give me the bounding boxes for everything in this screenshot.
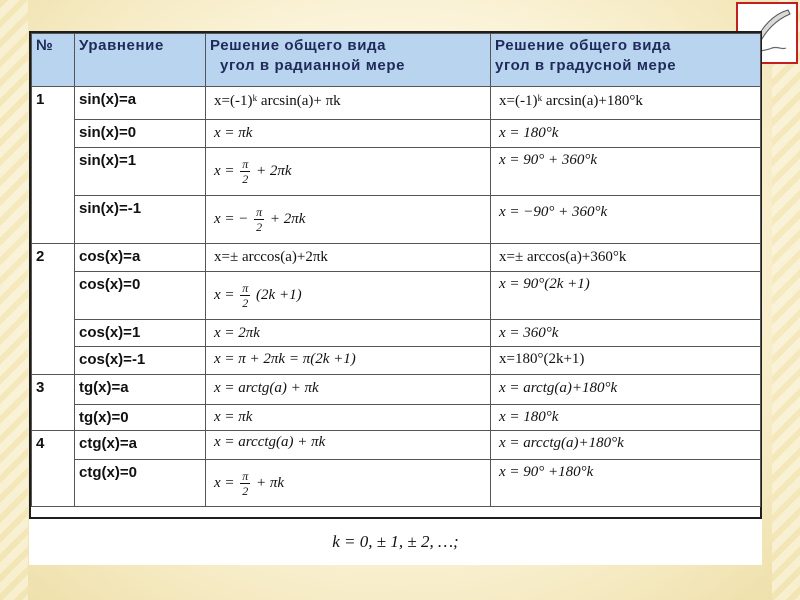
group-number: 4 [32,431,75,507]
radian-solution [206,460,491,507]
table-row [32,148,761,196]
equation-cell: sin(x)=0 [75,120,206,148]
header-degree-line2: угол в градусной мере [495,57,677,74]
table-row [32,87,761,120]
degree-solution: x = 180°k [491,120,761,148]
equation-cell: cos(x)=a [75,244,206,272]
decorative-stripes-right [772,0,800,600]
footer-note-box [29,519,762,565]
radian-prefix: x = − [214,210,249,227]
radian-solution: x = π + 2πk = π(2k +1) [206,347,491,375]
radian-suffix: + πk [256,474,285,491]
equation-cell: ctg(x)=a [75,431,206,460]
fraction-numerator: π [242,281,249,295]
table-row [32,431,761,460]
fraction [240,469,250,498]
fraction-denominator: 2 [242,483,249,498]
equation-cell: cos(x)=1 [75,320,206,347]
radian-solution [206,148,491,196]
table-row [32,244,761,272]
fraction-numerator: π [256,205,263,219]
table-row [32,405,761,431]
radian-suffix: + 2πk [269,210,306,227]
equation-cell: ctg(x)=0 [75,460,206,507]
fraction [240,157,250,186]
radian-solution: x = arctg(a) + πk [206,375,491,405]
table-row [32,347,761,375]
table-row [32,375,761,405]
header-radian-line1: Решение общего вида [210,37,387,54]
radian-prefix: x = [214,162,235,179]
header-radian-solution [206,34,491,87]
radian-solution: x=± arccos(a)+2πk [206,244,491,272]
fraction-denominator: 2 [242,296,249,310]
radian-solution: x = arcctg(a) + πk [206,431,491,460]
degree-solution: x=(-1)ᵏ arcsin(a)+180°k [491,87,761,120]
equation-cell: tg(x)=a [75,375,206,405]
formula-table-container [29,31,762,519]
fraction [240,281,250,310]
radian-suffix: + 2πk [256,162,292,179]
table-row [32,320,761,347]
degree-solution: x = 360°k [491,320,761,347]
equation-cell: sin(x)=1 [75,148,206,196]
group-number: 3 [32,375,75,431]
radian-solution [206,196,491,244]
degree-solution: x = 90°(2k +1) [491,272,761,320]
radian-solution: x=(-1)ᵏ arcsin(a)+ πk [206,87,491,120]
header-number: № [32,34,75,87]
radian-prefix: x = [214,474,235,491]
decorative-stripes-left [0,0,28,600]
radian-solution: x = 2πk [206,320,491,347]
fraction-numerator: π [242,157,249,171]
table-row [32,272,761,320]
radian-solution: x = πk [206,120,491,148]
degree-solution: x = arctg(a)+180°k [491,375,761,405]
degree-solution: x=180°(2k+1) [491,347,761,375]
fraction-denominator: 2 [242,172,249,186]
table-row [32,460,761,507]
degree-solution: x=± arccos(a)+360°k [491,244,761,272]
degree-solution: x = 180°k [491,405,761,431]
group-number: 1 [32,87,75,244]
table-row [32,196,761,244]
equation-cell: cos(x)=0 [75,272,206,320]
group-number: 2 [32,244,75,375]
equation-cell: sin(x)=-1 [75,196,206,244]
header-degree-line1: Решение общего вида [495,37,672,54]
trig-equations-table [31,33,761,507]
radian-solution [206,272,491,320]
degree-solution: x = −90° + 360°k [491,196,761,244]
fraction-numerator: π [242,468,249,483]
degree-solution: x = 90° + 360°k [491,148,761,196]
fraction-denominator: 2 [256,220,263,234]
equation-cell: cos(x)=-1 [75,347,206,375]
table-header-row [32,34,761,87]
k-values-note: k = 0, ± 1, ± 2, …; [332,532,459,551]
radian-solution: x = πk [206,405,491,431]
header-radian-line2: угол в радианной мере [220,57,406,74]
equation-cell: sin(x)=a [75,87,206,120]
equation-cell: tg(x)=0 [75,405,206,431]
header-equation: Уравнение [75,34,206,87]
fraction [254,205,264,234]
table-row [32,120,761,148]
degree-solution: x = arcctg(a)+180°k [491,431,761,460]
header-degree-solution [491,34,761,87]
radian-suffix: (2k +1) [256,286,302,303]
radian-prefix: x = [214,286,235,303]
degree-solution: x = 90° +180°k [491,460,761,507]
